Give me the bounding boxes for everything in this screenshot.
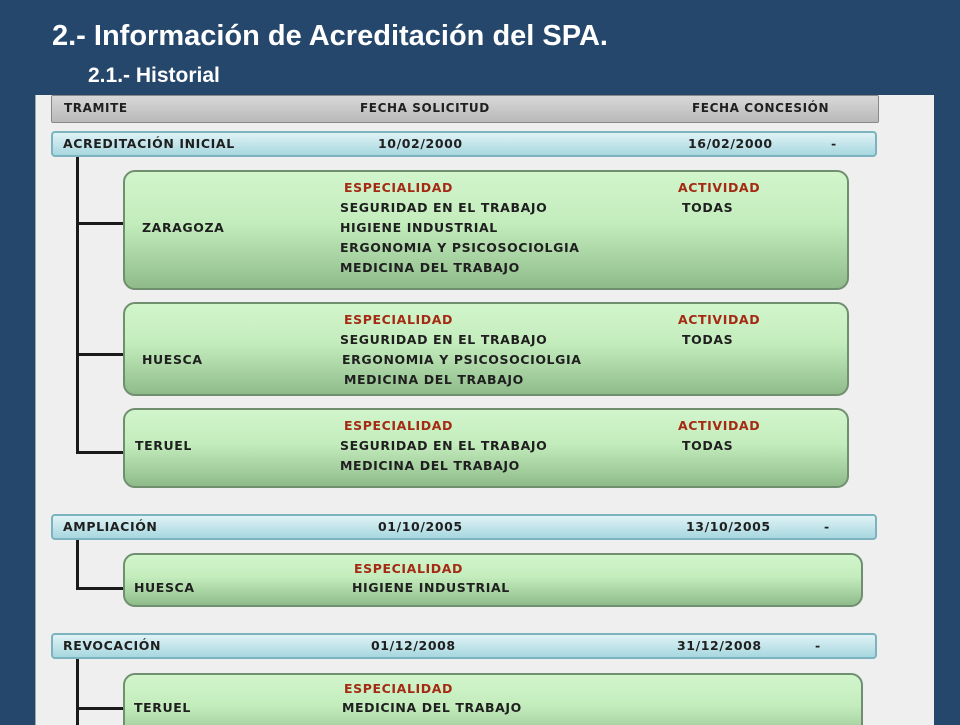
province-name: HUESCA xyxy=(134,580,195,595)
fecha-solicitud: 01/10/2005 xyxy=(378,519,463,534)
especialidad-item: MEDICINA DEL TRABAJO xyxy=(342,700,522,715)
province-name: TERUEL xyxy=(134,700,191,715)
province-name: ZARAGOZA xyxy=(142,220,225,235)
tree-connector xyxy=(76,451,124,454)
tree-connector xyxy=(76,538,79,590)
especialidad-label: ESPECIALIDAD xyxy=(344,312,453,327)
actividad-label: ACTIVIDAD xyxy=(678,418,761,433)
especialidad-label: ESPECIALIDAD xyxy=(344,681,453,696)
especialidad-item: MEDICINA DEL TRABAJO xyxy=(340,458,520,473)
tree-connector xyxy=(76,222,124,225)
province-name: HUESCA xyxy=(142,352,203,367)
tramite-row xyxy=(51,633,877,659)
header-tramite: TRAMITE xyxy=(64,101,128,115)
tramite-name: ACREDITACIÓN INICIAL xyxy=(63,136,235,151)
especialidad-item: MEDICINA DEL TRABAJO xyxy=(344,372,524,387)
province-card xyxy=(123,170,849,290)
tramite-extra: - xyxy=(831,136,837,151)
especialidad-item: ERGONOMIA Y PSICOSOCIOLGIA xyxy=(342,352,582,367)
page-title: 2.- Información de Acreditación del SPA. xyxy=(52,20,608,52)
fecha-solicitud: 10/02/2000 xyxy=(378,136,463,151)
tree-connector xyxy=(76,587,124,590)
especialidad-item: HIGIENE INDUSTRIAL xyxy=(352,580,510,595)
fecha-concesion: 31/12/2008 xyxy=(677,638,762,653)
tree-connector xyxy=(76,155,79,453)
tramite-extra: - xyxy=(824,519,830,534)
tramite-extra: - xyxy=(815,638,821,653)
province-name: TERUEL xyxy=(135,438,192,453)
fecha-solicitud: 01/12/2008 xyxy=(371,638,456,653)
especialidad-item: SEGURIDAD EN EL TRABAJO xyxy=(340,200,548,215)
tramite-row xyxy=(51,131,877,157)
tree-connector xyxy=(76,657,79,725)
tramite-name: REVOCACIÓN xyxy=(63,638,162,653)
province-card xyxy=(123,302,849,396)
actividad-value: TODAS xyxy=(682,200,734,215)
province-card xyxy=(123,553,863,607)
province-card xyxy=(123,673,863,725)
header-fecha-concesion: FECHA CONCESIÓN xyxy=(692,101,830,115)
history-panel xyxy=(35,95,934,725)
actividad-label: ACTIVIDAD xyxy=(678,180,761,195)
especialidad-item: SEGURIDAD EN EL TRABAJO xyxy=(340,332,548,347)
actividad-label: ACTIVIDAD xyxy=(678,312,761,327)
especialidad-item: HIGIENE INDUSTRIAL xyxy=(340,220,498,235)
province-card xyxy=(123,408,849,488)
tramite-name: AMPLIACIÓN xyxy=(63,519,158,534)
tree-connector xyxy=(76,353,124,356)
actividad-value: TODAS xyxy=(682,438,734,453)
actividad-value: TODAS xyxy=(682,332,734,347)
fecha-concesion: 13/10/2005 xyxy=(686,519,771,534)
tramite-row xyxy=(51,514,877,540)
especialidad-item: ERGONOMIA Y PSICOSOCIOLGIA xyxy=(340,240,580,255)
page-subtitle: 2.1.- Historial xyxy=(88,64,220,87)
especialidad-label: ESPECIALIDAD xyxy=(344,418,453,433)
especialidad-label: ESPECIALIDAD xyxy=(344,180,453,195)
table-header xyxy=(51,95,879,123)
especialidad-label: ESPECIALIDAD xyxy=(354,561,463,576)
header-fecha-solicitud: FECHA SOLICITUD xyxy=(360,101,490,115)
tree-connector xyxy=(76,707,124,710)
especialidad-item: SEGURIDAD EN EL TRABAJO xyxy=(340,438,548,453)
especialidad-item: MEDICINA DEL TRABAJO xyxy=(340,260,520,275)
fecha-concesion: 16/02/2000 xyxy=(688,136,773,151)
